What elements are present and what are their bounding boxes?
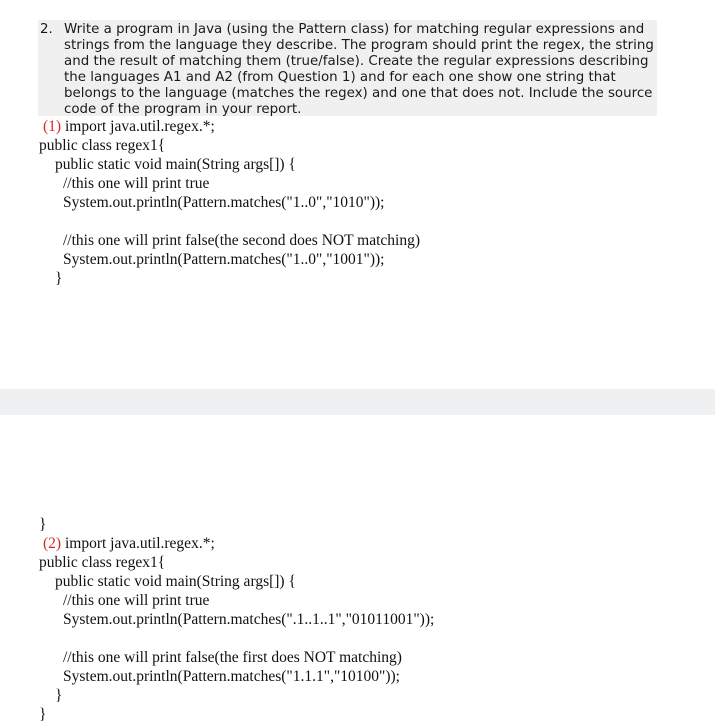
answer-1-close-method: } xyxy=(55,270,63,287)
answer-1-main-method: public static void main(String args[]) { xyxy=(55,156,296,173)
answer-1-close-class: } xyxy=(39,516,47,533)
answer-2-comment-false: //this one will print false(the first does NOT matching) xyxy=(63,649,402,666)
answer-2-comment-true: //this one will print true xyxy=(63,592,210,609)
answer-1-import: import java.util.regex.*; xyxy=(61,118,215,135)
answer-1-comment-false: //this one will print false(the second does NOT matching) xyxy=(63,232,420,249)
answer-2-import: import java.util.regex.*; xyxy=(61,535,215,552)
answer-2-println-true: System.out.println(Pattern.matches(".1..1..1","01011001")); xyxy=(63,611,435,628)
answer-2-close-class: } xyxy=(39,706,47,723)
answer-1-label: (1) xyxy=(43,118,62,135)
answer-2-label: (2) xyxy=(43,535,62,552)
answer-2-close-method: } xyxy=(55,687,63,704)
answer-2-main-method: public static void main(String args[]) { xyxy=(55,573,296,590)
answer-1-comment-true: //this one will print true xyxy=(63,175,210,192)
answer-1-class-declaration: public class regex1{ xyxy=(39,137,166,154)
answer-1-println-false: System.out.println(Pattern.matches("1..0","1001")); xyxy=(63,251,385,268)
answer-1-println-true: System.out.println(Pattern.matches("1..0","1010")); xyxy=(63,194,385,211)
answer-2-println-false: System.out.println(Pattern.matches("1.1.1","10100")); xyxy=(63,668,400,685)
answer-2-class-declaration: public class regex1{ xyxy=(39,554,166,571)
question-text: Write a program in Java (using the Pattern class) for matching regular expressions and strings from the language they describe. The program should print the regex, the string and the result of matching them (true/false). Create the regular expressions describing the languages A1 and A2 (from Question 1) and for each one show one string that belongs to the language (matches the regex) and one that does not. Include the source code of the program in your report. xyxy=(64,22,654,117)
question-number: 2. xyxy=(40,22,53,37)
page-separator-band xyxy=(0,389,715,415)
answer-2-import-line xyxy=(43,535,215,553)
question-block xyxy=(38,20,657,116)
answer-1-import-line xyxy=(43,118,215,136)
